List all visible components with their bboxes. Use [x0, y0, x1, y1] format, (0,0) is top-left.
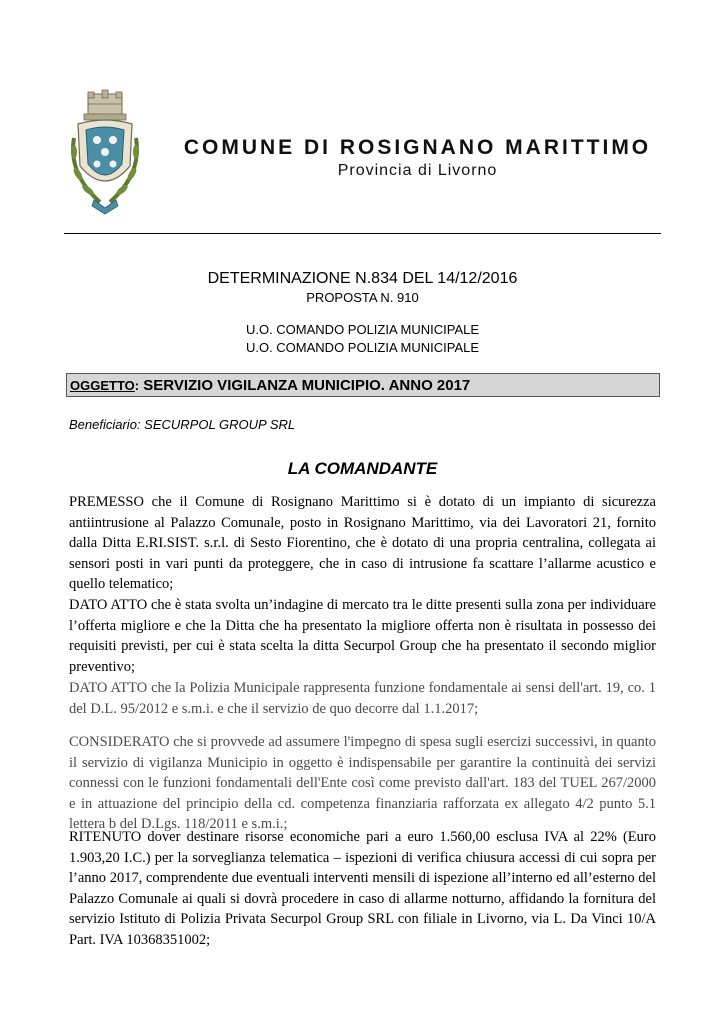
- municipality-title: COMUNE DI ROSIGNANO MARITTIMO: [183, 136, 652, 159]
- subject-label: OGGETTO: [70, 378, 135, 393]
- subject-colon: :: [134, 378, 140, 393]
- province-subtitle: Provincia di Livorno: [337, 162, 498, 179]
- office-line: U.O. COMANDO POLIZIA MUNICIPALE: [245, 340, 480, 355]
- subject-box: [66, 373, 660, 397]
- paragraph-considerato: CONSIDERATO che si provvede ad assumere l'impegno di spesa sugli esercizi successivi, in quanto il servizio di vigilanza Municipio in oggetto è indispensabile per garantire la continuità dei servizi connessi con le funzioni fondamentali dell'Ente così come previsto dall'art. 183 del TUEL 267/2000 e in attuazione del principio della cd. competenza finanziaria rafforzata ex allegato 4/2 punto 5.1 lettera b del D.Lgs. 118/2011 e s.m.i.;: [69, 734, 656, 833]
- municipal-crest-logo: [64, 88, 146, 216]
- signatory-heading: LA COMANDANTE: [287, 459, 438, 478]
- paragraph-premesso: PREMESSO che il Comune di Rosignano Marittimo si è dotato di un impianto di sicurezza antiintrusione al Palazzo Comunale, posto in Rosignano Marittimo, via dei Lavoratori 21, fornito dalla Ditta E.RI.SIST. s.r.l. di Sesto Fiorentino, che è dotato di una propria centralina, collegata ai sensori posti in vari punti da proteggere, che in caso di intrusione fa scattare l’allarme acustico e quello telematico;: [69, 494, 656, 593]
- proposal-number: PROPOSTA N. 910: [306, 290, 419, 305]
- office-line: U.O. COMANDO POLIZIA MUNICIPALE: [245, 322, 480, 337]
- determination-title: DETERMINAZIONE N.834 DEL 14/12/2016: [207, 270, 518, 287]
- header-divider: [64, 233, 661, 234]
- paragraph-ritenuto: RITENUTO dover destinare risorse economiche pari a euro 1.560,00 esclusa IVA al 22% (Euro 1.903,20 I.C.) per la sorveglianza telematica – ispezioni di verifica chiusura accessi di cui sopra per l’anno 2017, comprendente due eventuali interventi mensili di ispezione all’interno ed all’esterno del Palazzo Comunale ai quali si dovrà procedere in caso di allarme notturno, affidando la fornitura del servizio Istituto di Polizia Privata Securpol Group SRL con filiale in Livorno, via L. Da Vinci 10/A Part. IVA 10368351002;: [69, 829, 656, 948]
- subject-text: SERVIZIO VIGILANZA MUNICIPIO. ANNO 2017: [139, 377, 471, 394]
- paragraph-dato-atto-2: DATO ATTO che la Polizia Municipale rappresenta funzione fondamentale ai sensi dell'art. 19, co. 1 del D.L. 95/2012 e s.m.i. e che il servizio de quo decorre dal 1.1.2017;: [69, 680, 656, 717]
- beneficiary: Beneficiario: SECURPOL GROUP SRL: [69, 417, 296, 432]
- paragraph-dato-atto-1: DATO ATTO che è stata svolta un’indagine di mercato tra le ditte presenti sulla zona per individuare l’offerta migliore e che la Ditta che ha presentato la migliore offerta non è risultata in possesso dei requisiti previsti, per cui è stata scelta la ditta Securpol Group che ha presentato il secondo miglior preventivo;: [69, 597, 656, 675]
